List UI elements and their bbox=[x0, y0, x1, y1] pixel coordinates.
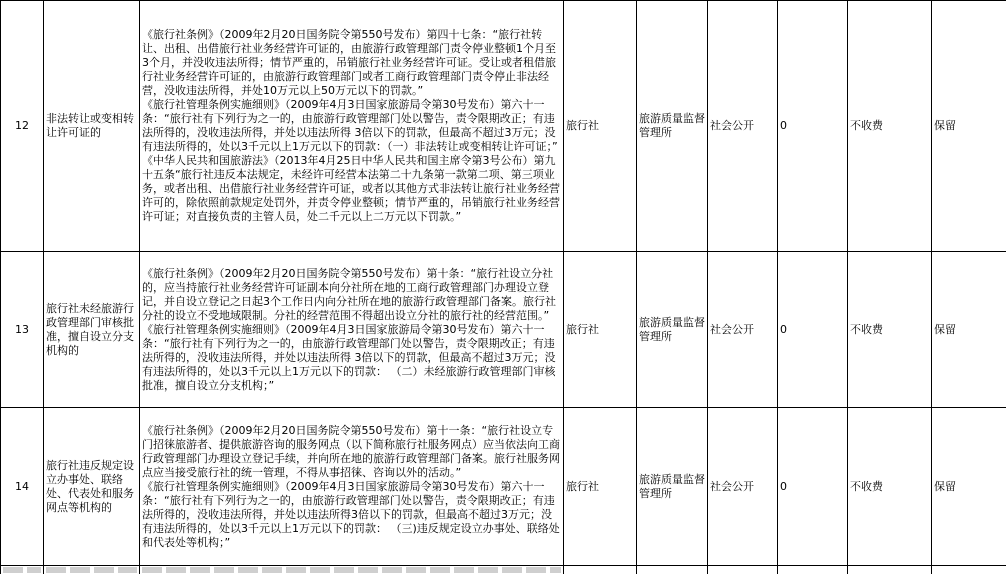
partial-cell bbox=[708, 566, 778, 574]
status-cell[interactable]: 保留 bbox=[932, 408, 1006, 566]
cut-off-text bbox=[142, 567, 561, 573]
partial-cell bbox=[778, 566, 848, 574]
legal-basis-paragraph: 《旅行社条例》（2009年2月20日国务院令第550号发布）第十条：“旅行社设立分社的，应当持旅行社业务经营许可证副本向分社所在地的工商行政管理部门办理设立登记，并自设立登记之日起3个工作日内向分社所在地的旅游行政管理部门备案。旅行社分社的设立不受地域限制。分社的经营范围不得超出设立分社的旅行社的经营范围。” bbox=[142, 267, 561, 323]
fee-cell[interactable]: 不收费 bbox=[848, 408, 932, 566]
legal-basis-paragraph: 《旅行社条例》（2009年2月20日国务院令第550号发布）第十一条：“旅行社设立专门招徕旅游者、提供旅游咨询的服务网点（以下简称旅行社服务网点）应当依法向工商行政管理部门办理设立登记手续，并向所在地的旅游行政管理部门备案。旅行社服务网点应当接受旅行社的统一管理，不得从事招徕、咨询以外的活动。” bbox=[142, 424, 561, 480]
disclosure-scope-cell[interactable]: 社会公开 bbox=[708, 252, 778, 408]
partial-cell bbox=[932, 566, 1006, 574]
count-cell[interactable]: 0 bbox=[778, 252, 848, 408]
row-number-cell[interactable]: 12 bbox=[1, 1, 44, 252]
legal-basis-cell[interactable] bbox=[140, 408, 564, 566]
legal-basis-paragraph: 《旅行社管理条例实施细则》（2009年4月3日国家旅游局令第30号发布）第六十一条：“旅行社有下列行为之一的，由旅游行政管理部门处以警告，责令限期改正；有违法所得的，没收违法所得，并处以违法所得 3倍以下的罚款，但最高不超过3万元；没有违法所得的，处以3千元以上1万元以下的罚款： （二）未经旅游行政管理部门审核批准，擅自设立分支机构；” bbox=[142, 323, 561, 393]
cut-off-text bbox=[46, 567, 137, 573]
partial-cell bbox=[848, 566, 932, 574]
table-row[interactable] bbox=[1, 252, 1006, 408]
department-cell[interactable]: 旅游质量监督管理所 bbox=[637, 1, 708, 252]
legal-basis-paragraph: 《中华人民共和国旅游法》（2013年4月25日中华人民共和国主席令第3号公布）第九十五条“旅行社违反本法规定，未经许可经营本法第二十九条第一款第二项、第三项业务，或者出租、出借旅行社业务经营许可证，或者以其他方式非法转让旅行社业务经营许可的，除依照前款规定处罚外，并责令停业整顿；情节严重的，吊销旅行社业务经营许可证；对直接负责的主管人员，处二千元以上二万元以下罚款。” bbox=[142, 154, 561, 224]
legal-basis-paragraph: 《旅行社管理条例实施细则》（2009年4月3日国家旅游局令第30号发布）第六十一条：“旅行社有下列行为之一的，由旅游行政管理部门处以警告，责令限期改正；有违法所得的，没收违法所得，并处以违法所得3倍以下的罚款，但最高不超过3万元；没有违法所得的，处以3千元以上1万元以下的罚款： （三)违反规定设立办事处、联络处和代表处等机构；” bbox=[142, 480, 561, 550]
partial-cell bbox=[637, 566, 708, 574]
table-row[interactable] bbox=[1, 1, 1006, 252]
item-name-cell[interactable]: 旅行社未经旅游行政管理部门审核批准，擅自设立分支机构的 bbox=[44, 252, 140, 408]
subject-cell[interactable]: 旅行社 bbox=[564, 1, 637, 252]
table-row-partial bbox=[1, 566, 1006, 574]
department-cell[interactable]: 旅游质量监督管理所 bbox=[637, 408, 708, 566]
subject-cell[interactable]: 旅行社 bbox=[564, 252, 637, 408]
fee-cell[interactable]: 不收费 bbox=[848, 252, 932, 408]
subject-cell[interactable]: 旅行社 bbox=[564, 408, 637, 566]
legal-basis-cell[interactable] bbox=[140, 1, 564, 252]
count-cell[interactable]: 0 bbox=[778, 1, 848, 252]
disclosure-scope-cell[interactable]: 社会公开 bbox=[708, 408, 778, 566]
partial-cell bbox=[140, 566, 564, 574]
legal-basis-paragraph: 《旅行社管理条例实施细则》（2009年4月3日国家旅游局令第30号发布）第六十一条：“旅行社有下列行为之一的，由旅游行政管理部门处以警告，责令限期改正；有违法所得的，没收违法所得，并处以违法所得 3倍以下的罚款，但最高不超过3万元；没有违法所得的，处以3千元以上1万元以下的罚款：（一）非法转让或变相转让许可证；” bbox=[142, 98, 561, 154]
legal-basis-paragraph: 《旅行社条例》（2009年2月20日国务院令第550号发布）第四十七条：“旅行社转让、出租、出借旅行社业务经营许可证的，由旅游行政管理部门责令停业整顿1个月至3个月，并没收违法所得；情节严重的，吊销旅行社业务经营许可证。受让或者租借旅行社业务经营许可证的，由旅游行政管理部门或者工商行政管理部门责令停止非法经营，没收违法所得，并处10万元以上50万元以下的罚款。” bbox=[142, 28, 561, 98]
table-row[interactable] bbox=[1, 408, 1006, 566]
status-cell[interactable]: 保留 bbox=[932, 252, 1006, 408]
count-cell[interactable]: 0 bbox=[778, 408, 848, 566]
row-number-cell[interactable]: 13 bbox=[1, 252, 44, 408]
status-cell[interactable]: 保留 bbox=[932, 1, 1006, 252]
department-cell[interactable]: 旅游质量监督管理所 bbox=[637, 252, 708, 408]
disclosure-scope-cell[interactable]: 社会公开 bbox=[708, 1, 778, 252]
item-name-cell[interactable]: 非法转让或变相转让许可证的 bbox=[44, 1, 140, 252]
legal-basis-cell[interactable] bbox=[140, 252, 564, 408]
item-name-cell[interactable]: 旅行社违反规定设立办事处、联络处、代表处和服务网点等机构的 bbox=[44, 408, 140, 566]
fee-cell[interactable]: 不收费 bbox=[848, 1, 932, 252]
partial-cell bbox=[44, 566, 140, 574]
partial-cell bbox=[564, 566, 637, 574]
partial-cell bbox=[1, 566, 44, 574]
row-number-cell[interactable]: 14 bbox=[1, 408, 44, 566]
cut-off-text bbox=[3, 567, 41, 573]
